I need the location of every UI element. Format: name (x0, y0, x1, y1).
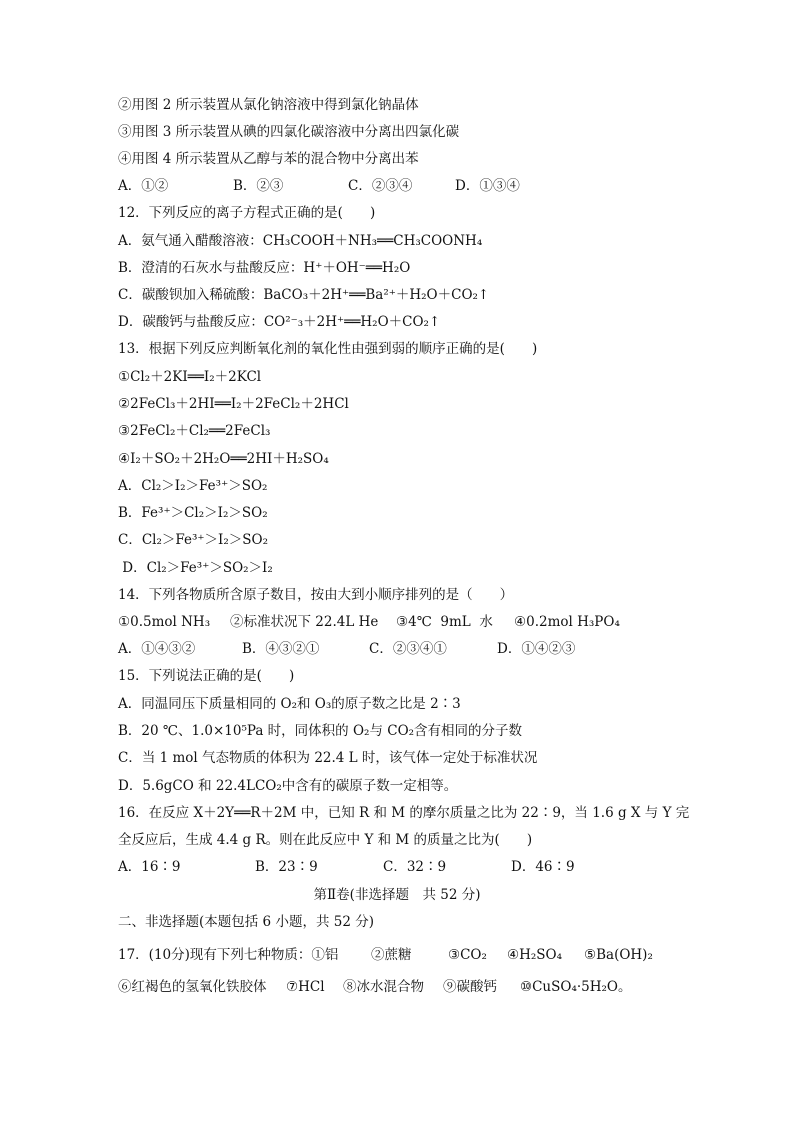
q17-item-4: ④H₂SO₄ (507, 947, 563, 963)
q13-option-a: A．Cl₂＞I₂＞Fe³⁺＞SO₂ (118, 478, 268, 494)
q13-reaction-2: ②2FeCl₃＋2HI══I₂＋2FeCl₂＋2HCl (118, 396, 349, 412)
q11-option-a: A．①② (118, 178, 169, 194)
q15-option-a: A．同温同压下质量相同的 O₂和 O₃的原子数之比是 2∶3 (118, 696, 461, 712)
q12-option-c: C．碳酸钡加入稀硫酸：BaCO₃＋2H⁺══Ba²⁺＋H₂O＋CO₂↑ (118, 287, 490, 303)
q12-option-b: B．澄清的石灰水与盐酸反应：H⁺＋OH⁻══H₂O (118, 260, 411, 276)
q14-item-4: ④0.2mol H₃PO₄ (514, 614, 620, 630)
q17-item-7: ⑦HCl (286, 979, 325, 995)
q17-item-8: ⑧冰水混合物 (343, 979, 424, 995)
q12-option-a: A．氨气通入醋酸溶液：CH₃COOH＋NH₃══CH₃COONH₄ (118, 233, 483, 249)
q15-stem: 15．下列说法正确的是( ) (118, 668, 295, 684)
q12-option-d: D．碳酸钙与盐酸反应：CO²⁻₃＋2H⁺══H₂O＋CO₂↑ (118, 314, 441, 330)
q11-option-d: D．①③④ (455, 178, 520, 194)
q13-option-c: C．Cl₂＞Fe³⁺＞I₂＞SO₂ (118, 532, 269, 548)
q17-item-6: ⑥红褐色的氢氧化铁胶体 (118, 979, 267, 995)
q11-item-4: ④用图 4 所示装置从乙醇与苯的混合物中分离出苯 (118, 151, 419, 167)
q13-option-d: D．Cl₂＞Fe³⁺＞SO₂＞I₂ (118, 560, 273, 576)
q14-option-b: B．④③②① (242, 641, 320, 657)
q14-option-c: C．②③④① (369, 641, 447, 657)
q17-item-10: ⑩CuSO₄·5H₂O。 (520, 979, 632, 995)
q14-option-d: D．①④②③ (497, 641, 576, 657)
q13-reaction-4: ④I₂＋SO₂＋2H₂O══2HI＋H₂SO₄ (118, 451, 329, 467)
q16-option-d: D．46∶9 (511, 859, 575, 875)
q16-option-c: C．32∶9 (383, 859, 447, 875)
q14-item-3: ③4℃ 9mL 水 (396, 614, 493, 630)
q15-option-d: D．5.6gCO 和 22.4LCO₂中含有的碳原子数一定相等。 (118, 778, 458, 794)
q17-item-3: ③CO₂ (448, 947, 487, 963)
q16-option-b: B．23∶9 (255, 859, 318, 875)
q16-option-a: A．16∶9 (118, 859, 181, 875)
q16-stem-line-1: 16．在反应 X＋2Y══R＋2M 中，已知 R 和 M 的摩尔质量之比为 22∶9，当 1.6 g X 与 Y 完 (118, 805, 690, 821)
q15-option-c: C．当 1 mol 气态物质的体积为 22.4 L 时，该气体一定处于标准状况 (118, 750, 538, 766)
q13-stem: 13．根据下列反应判断氧化剂的氧化性由强到弱的顺序正确的是( ) (118, 341, 538, 357)
q11-option-b: B．②③ (233, 178, 284, 194)
q17-stem-item-1: 17．(10分)现有下列七种物质：①铝 (118, 947, 339, 963)
q14-stem: 14．下列各物质所含原子数目，按由大到小顺序排列的是（ ） (118, 587, 514, 603)
q11-item-3: ③用图 3 所示装置从碘的四氯化碳溶液中分离出四氯化碳 (118, 124, 460, 140)
q17-item-9: ⑨碳酸钙 (443, 979, 497, 995)
q14-item-2: ②标准状况下 22.4L He (230, 614, 379, 630)
q12-stem: 12．下列反应的离子方程式正确的是( ) (118, 205, 376, 221)
q13-option-b: B．Fe³⁺＞Cl₂＞I₂＞SO₂ (118, 505, 268, 521)
q16-stem-line-2: 全反应后，生成 4.4 g R。则在此反应中 Y 和 M 的质量之比为( ) (118, 832, 533, 848)
q11-option-c: C．②③④ (348, 178, 413, 194)
q17-item-5: ⑤Ba(OH)₂ (584, 947, 653, 963)
part2-title: 第Ⅱ卷(非选择题 共 52 分) (313, 887, 481, 903)
q13-reaction-3: ③2FeCl₂＋Cl₂══2FeCl₃ (118, 423, 271, 439)
q14-option-a: A．①④③② (118, 641, 196, 657)
q14-item-1: ①0.5mol NH₃ (118, 614, 211, 630)
section2-heading: 二、非选择题(本题包括 6 小题，共 52 分) (118, 914, 374, 930)
q17-item-2: ②蔗糖 (371, 947, 412, 963)
q13-reaction-1: ①Cl₂＋2KI══I₂＋2KCl (118, 369, 262, 385)
q15-option-b: B．20 ℃、1.0×10⁵Pa 时，同体积的 O₂与 CO₂含有相同的分子数 (118, 723, 523, 739)
q11-item-2: ②用图 2 所示装置从氯化钠溶液中得到氯化钠晶体 (118, 97, 419, 113)
